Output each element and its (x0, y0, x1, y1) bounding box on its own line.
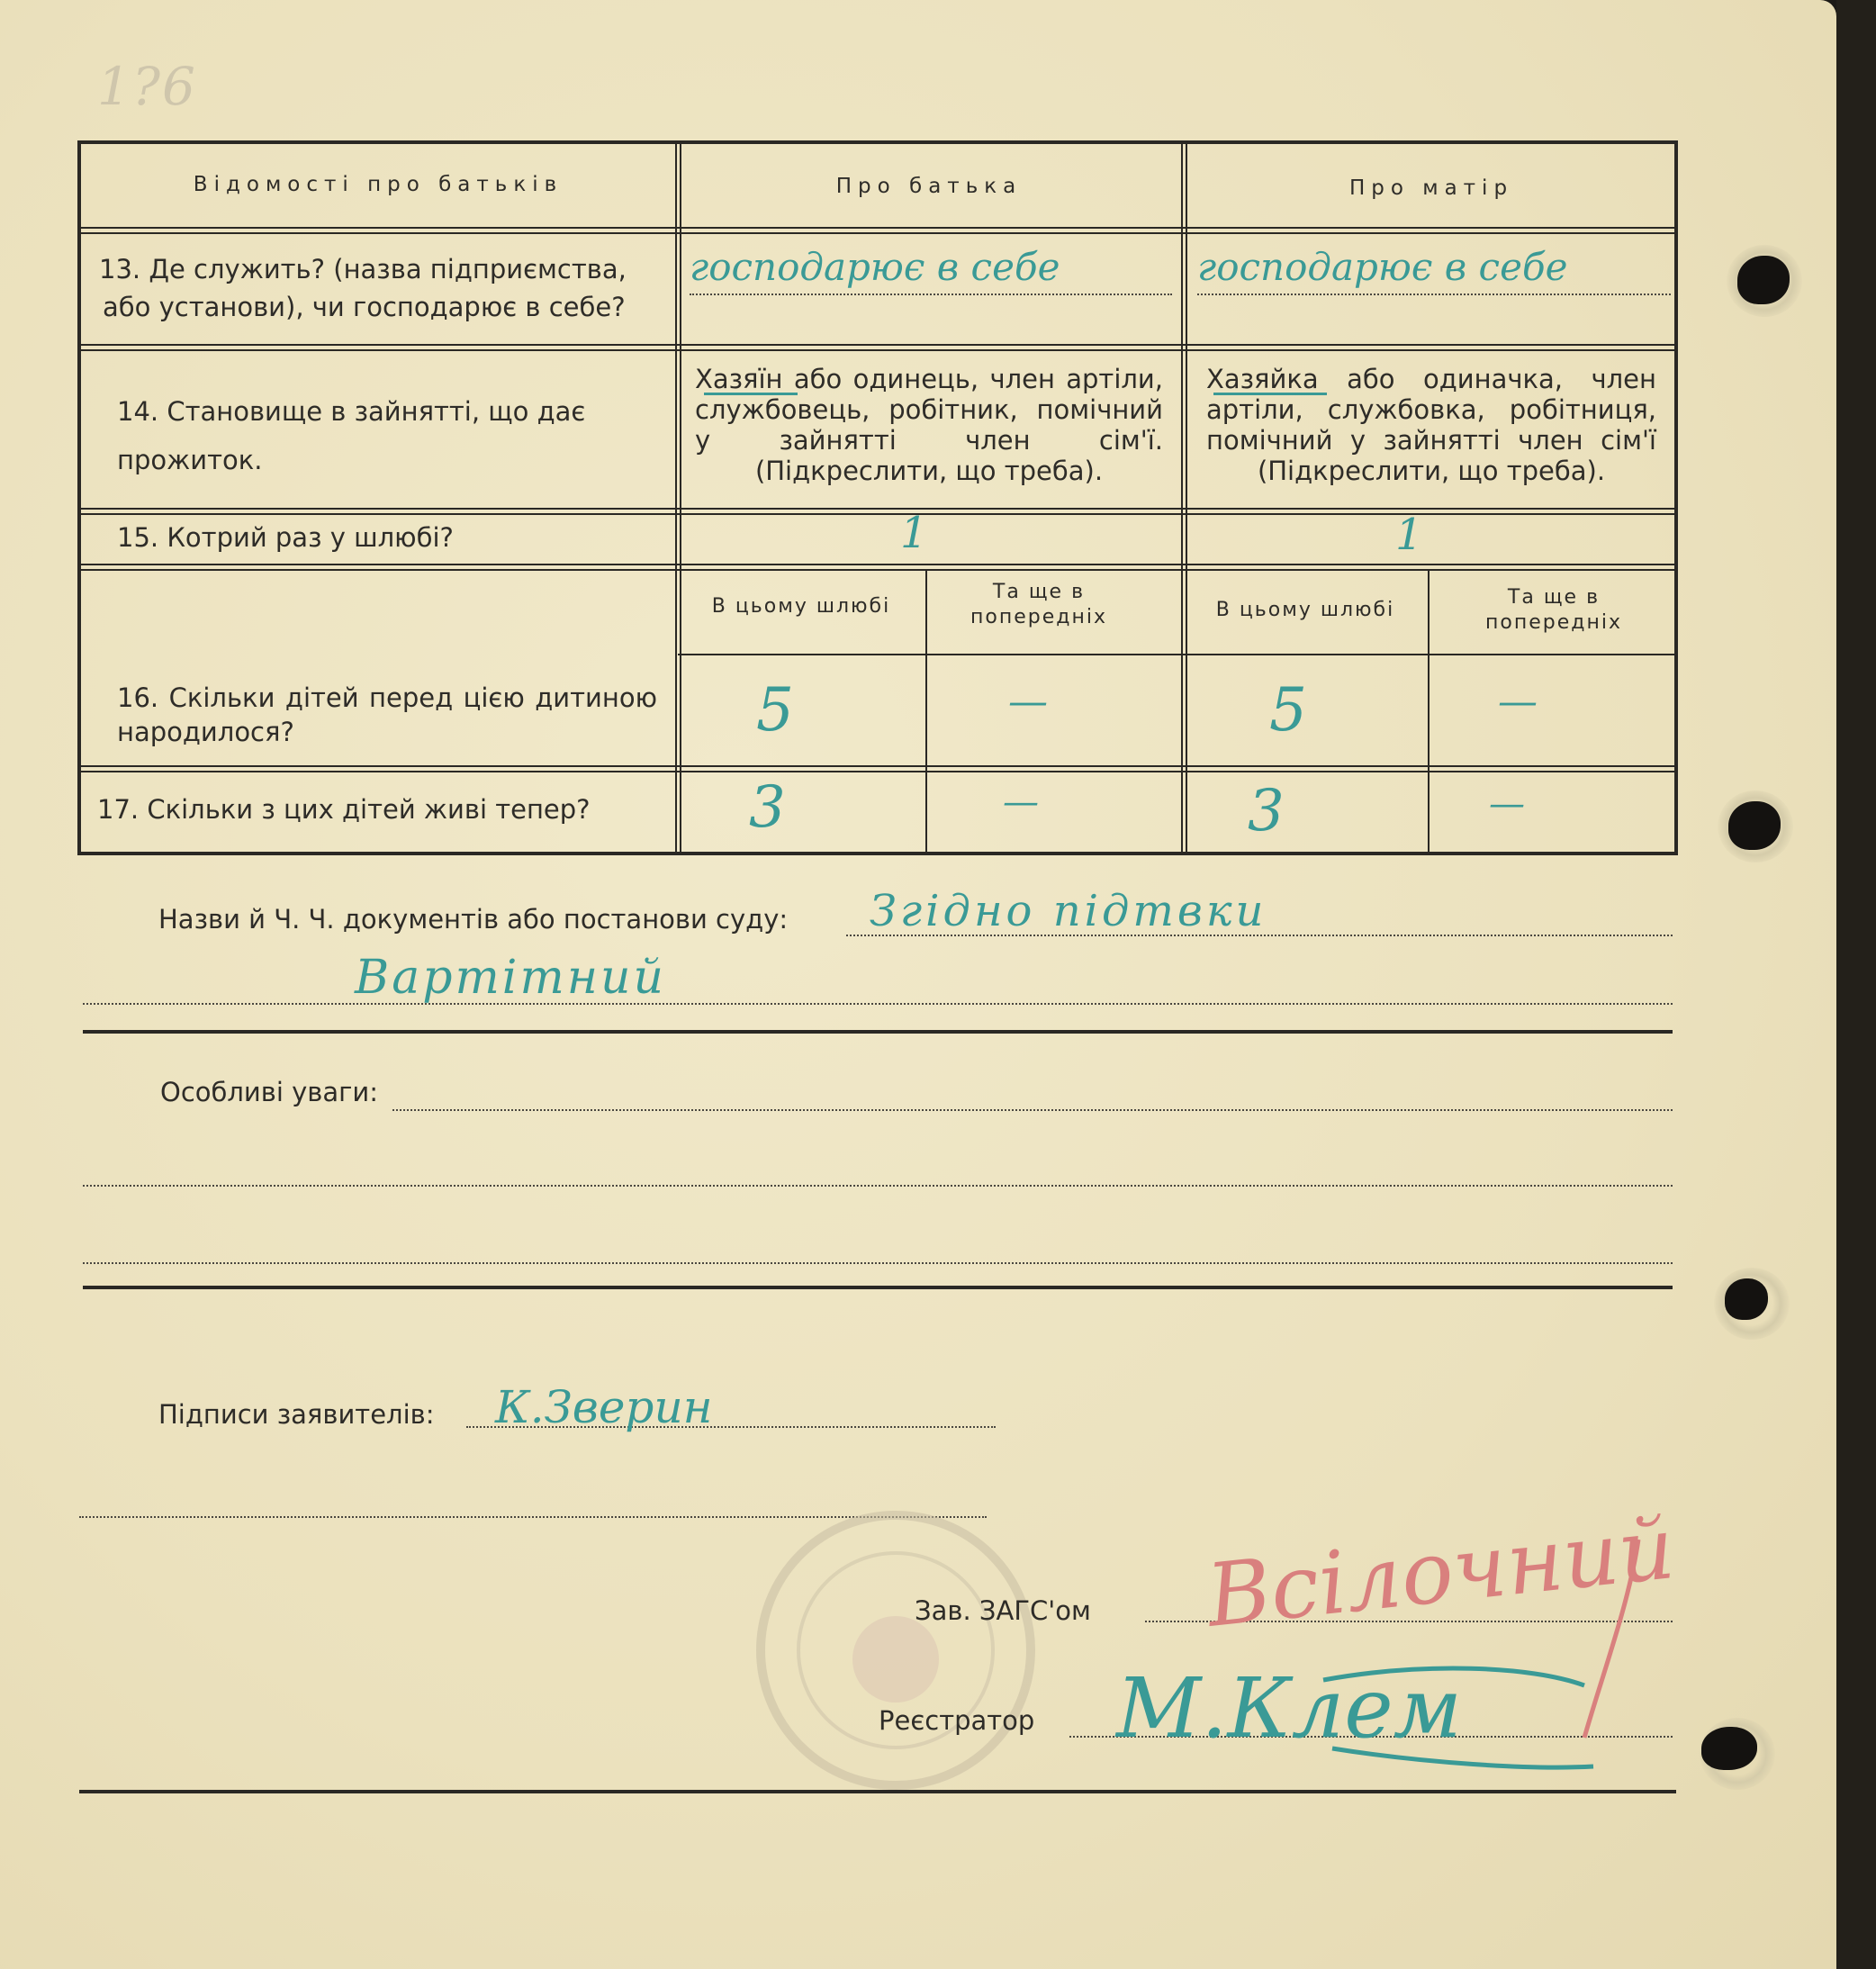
row13-father-value: господарює в себе (690, 245, 1060, 289)
dotted-line (1197, 294, 1671, 295)
row16-father-prev: — (1008, 679, 1048, 725)
documents-value-1: Згідно підтвки (870, 886, 1267, 936)
head-signature: Всілочний (1202, 1497, 1679, 1647)
father-underline-mark (704, 387, 798, 395)
header-mother: Про матір (1348, 176, 1514, 200)
registrar-flourish (1314, 1658, 1602, 1775)
applicants-label: Підписи заявителів: (158, 1399, 435, 1430)
table-rule (81, 227, 1674, 229)
row13-label: 13. Де служить? (назва підприємства, або установи), чи господарює в себе? (99, 254, 627, 322)
binding-hole (1737, 256, 1790, 304)
row15-father-value: 1 (900, 508, 928, 558)
subheader-mother-prev: Та ще в попередніх (1485, 586, 1622, 634)
parents-info-table (77, 140, 1678, 855)
row16-label: 16. Скільки дітей перед цією дитиною народилося? (117, 682, 657, 747)
section-rule (83, 1286, 1673, 1289)
table-rule (81, 564, 1674, 565)
faded-seal-stamp (747, 1502, 1044, 1799)
red-signature-stroke (1566, 1531, 1647, 1747)
row14-label: 14. Становище в зайнятті, що дає прожиток. (117, 396, 586, 475)
row16-father-this: 5 (756, 675, 794, 745)
dotted-line (83, 1185, 1673, 1187)
registrar-label: Реєстратор (879, 1705, 1035, 1736)
dotted-line (392, 1109, 1673, 1111)
subheader-mother-this: В цьому шлюбі (1215, 599, 1395, 621)
mother-underline-mark (1213, 387, 1327, 395)
row16-mother-prev: — (1498, 679, 1532, 725)
table-divider (675, 144, 677, 852)
binding-hole (1701, 1727, 1757, 1770)
documents-label: Назви й Ч. Ч. документів або постанови суду: (158, 904, 789, 935)
pencil-page-number: 1?6 (97, 56, 197, 117)
row17-mother-this: 3 (1248, 778, 1285, 845)
binding-hole (1725, 1278, 1768, 1320)
documents-value-2: Вартітний (355, 951, 666, 1005)
row16-mother-this: 5 (1269, 675, 1307, 745)
table-divider (1181, 144, 1183, 852)
head-label: Зав. ЗАГС'ом (915, 1595, 1091, 1626)
scan-background (1836, 0, 1876, 1969)
table-rule (81, 344, 1674, 346)
row17-father-this: 3 (749, 774, 786, 841)
applicant-signature: К.Зверин (495, 1381, 713, 1433)
row17-mother-prev: — (1489, 783, 1525, 825)
table-rule (81, 765, 1674, 767)
registrar-signature: М.Клем (1116, 1660, 1462, 1757)
row14-father-options: Хазяїн або одинець, член артіли, службовець, робітник, помічний у зайнятті член сім'ї. (Підкреслити, що треба). (695, 364, 1163, 486)
dotted-line (690, 294, 1172, 295)
dotted-line (83, 1003, 1673, 1005)
row15-mother-value: 1 (1395, 510, 1423, 560)
row17-father-prev: — (1003, 781, 1039, 823)
subheader-father-prev: Та ще в попередніх (970, 581, 1107, 628)
binding-hole (1728, 801, 1781, 850)
section-rule (83, 1030, 1673, 1034)
table-divider (925, 569, 927, 852)
subheader-father-this: В цьому шлюбі (711, 595, 891, 618)
bottom-rule (79, 1790, 1676, 1793)
row17-label: 17. Скільки з цих дітей живі тепер? (97, 794, 591, 825)
row13-mother-value: господарює в себе (1197, 245, 1568, 289)
row15-label: 15. Котрий раз у шлюбі? (117, 522, 454, 553)
table-rule (81, 508, 1674, 510)
row14-mother-options: Хазяйка або одиначка, член артіли, службовка, робітниця, помічний у зайнятті член сім'ї (Підкреслити, що треба). (1206, 364, 1656, 486)
table-divider (1428, 569, 1430, 852)
special-notes-label: Особливі уваги: (160, 1077, 379, 1107)
dotted-line (83, 1262, 1673, 1264)
header-father: Про батька (835, 175, 1023, 198)
table-rule (678, 654, 1674, 655)
header-info: Відомості про батьків (193, 173, 564, 196)
